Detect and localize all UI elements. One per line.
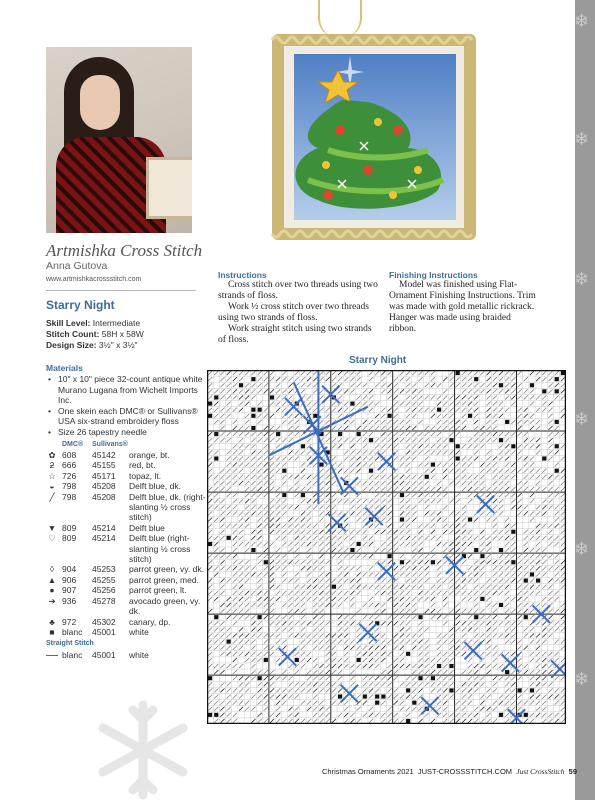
- instructions-heading: Instructions: [218, 270, 267, 280]
- key-symbol-icon: ╱: [49, 491, 55, 502]
- cross-stitch-chart: [207, 370, 566, 724]
- snowflake-icon: ❄: [574, 669, 590, 689]
- footer-issue: Christmas Ornaments 2021: [322, 767, 414, 776]
- key-row: ▲ 906 45255 parrot green, med.: [47, 574, 199, 585]
- key-header-dmc: DMC®: [62, 441, 84, 448]
- pattern-title: Starry Night: [46, 298, 115, 312]
- key-row: ● 907 45256 parrot green, lt.: [46, 585, 211, 595]
- key-row: ✿ 608 45142 orange, bt.: [46, 450, 211, 460]
- chart-title: Starry Night: [349, 355, 407, 366]
- list-item: • 10" x 10" piece 32-count antique white Murano Lugana from Wichelt Imports Inc.: [48, 374, 213, 406]
- author-url[interactable]: www.artmishkacrossstitch.com: [46, 276, 142, 283]
- list-item: • Size 26 tapestry needle: [48, 427, 213, 438]
- page-footer: [322, 767, 577, 776]
- instructions-column: [218, 270, 378, 346]
- finishing-heading: Finishing Instructions: [389, 270, 478, 280]
- key-row: ➔ 936 45278 avocado green, vy. dk.: [46, 596, 211, 617]
- footer-site: JUST-CROSSSTITCH.COM: [417, 767, 513, 776]
- snowflake-icon: ❄: [574, 11, 590, 31]
- snowflake-icon: ❄: [574, 539, 590, 559]
- snowflake-icon: ❄: [574, 269, 590, 289]
- key-symbol-icon: ☆: [48, 470, 56, 481]
- key-symbol-icon: ♡: [48, 533, 56, 544]
- author-name: Artmishka Cross Stitch: [46, 241, 203, 260]
- materials-list: [48, 374, 213, 437]
- key-symbol-icon: ➔: [48, 595, 56, 606]
- key-symbol-icon: ▲: [47, 574, 57, 585]
- paragraph: Model was finished using Flat-Ornament Finishing Instructions. Trim was made with gold metallic rickrack. Hanger was made using braided ribbon.: [389, 280, 536, 334]
- snowflake-icon: ❄: [574, 129, 590, 149]
- list-item: • One skein each DMC® or Sullivans® USA six-strand embroidery floss: [48, 406, 213, 427]
- snowflake-icon: [88, 700, 198, 800]
- key-row: ♡ 809 45214 Delft blue (right-slanting ½ cross stitch): [46, 533, 211, 564]
- key-symbol-icon: ▼: [47, 522, 57, 533]
- page-number: 59: [568, 767, 578, 776]
- divider: [46, 290, 196, 291]
- key-row: ■ blanc 45001 white: [46, 627, 211, 637]
- key-row: blanc 45001 white: [46, 650, 211, 660]
- key-header-sullivans: Sullivans®: [92, 441, 128, 448]
- snowflake-icon: ❄: [574, 409, 590, 429]
- key-row: ♣ 972 45302 canary, dp.: [46, 617, 211, 627]
- key-symbol-icon: ✿: [48, 450, 56, 460]
- paragraph: Cross stitch over two threads using two strands of floss.: [218, 280, 378, 301]
- key-symbol-icon: ♣: [49, 616, 55, 627]
- straight-stitch-line-icon: [46, 655, 58, 656]
- key-symbol-icon: ■: [49, 626, 55, 637]
- key-row: ╱ 798 45208 Delft blue, dk. (right-slanting ½ cross stitch): [46, 492, 211, 523]
- designer-name: Anna Gutova: [46, 260, 108, 272]
- paragraph: Work straight stitch using two strands of floss.: [218, 324, 372, 345]
- color-key: [46, 440, 211, 660]
- finishing-column: [389, 270, 539, 335]
- materials-heading: Materials: [46, 363, 83, 373]
- key-row: ◒ 798 45208 Delft blue, dk.: [46, 481, 211, 491]
- key-symbol-icon: ◊: [49, 564, 55, 575]
- key-row: ☆ 726 45171 topaz, lt.: [46, 471, 211, 481]
- key-symbol-icon: ◒: [49, 481, 55, 492]
- ornament-photo: [268, 30, 480, 244]
- paragraph: Work ½ cross stitch over two threads using two strands of floss.: [218, 302, 369, 323]
- key-row: ◊ 904 45253 parrot green, vy. dk.: [46, 564, 211, 574]
- designer-photo: [46, 47, 192, 233]
- key-symbol-icon: ●: [49, 585, 55, 596]
- key-symbol-icon: ƻ: [49, 460, 55, 471]
- key-row: ƻ 666 45155 red, bt.: [46, 460, 211, 470]
- footer-brand: Just CrossStitch: [516, 767, 565, 776]
- pattern-meta: Skill Level: Intermediate Stitch Count: 58H x 58W Design Size: 3½" x 3½": [46, 318, 144, 350]
- key-row: ▼ 809 45214 Delft blue: [47, 522, 165, 533]
- straight-stitch-heading: Straight Stitch: [46, 640, 94, 648]
